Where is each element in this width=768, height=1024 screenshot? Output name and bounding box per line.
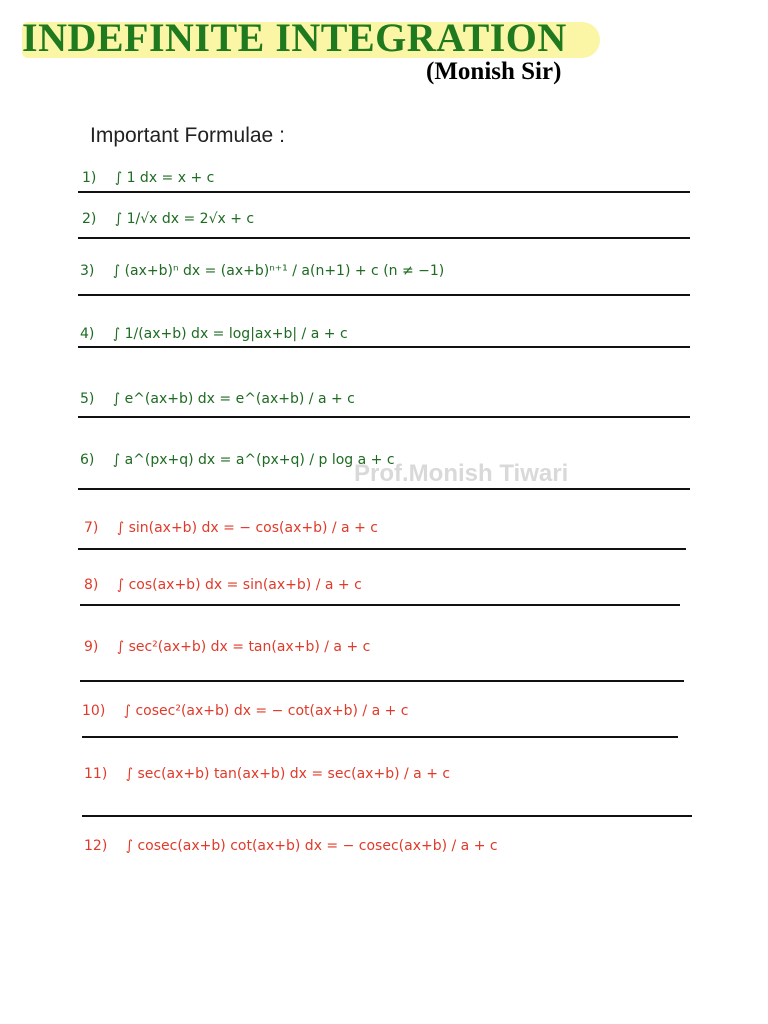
formula-text: ∫ sec(ax+b) tan(ax+b) dx = sec(ax+b) / a + c bbox=[125, 766, 451, 782]
rule-line bbox=[82, 815, 692, 817]
rule-line bbox=[78, 294, 690, 296]
formula-item bbox=[80, 452, 395, 468]
rule-line bbox=[80, 604, 680, 606]
formula-number: 8) bbox=[84, 577, 99, 593]
formula-text: ∫ 1 dx = x + c bbox=[114, 170, 215, 186]
formula-number: 1) bbox=[82, 170, 97, 186]
formula-number: 9) bbox=[84, 639, 99, 655]
formula-number: 12) bbox=[84, 838, 108, 854]
formula-item bbox=[82, 211, 254, 227]
formula-item bbox=[80, 326, 348, 342]
formula-number: 11) bbox=[84, 766, 108, 782]
rule-line bbox=[78, 237, 690, 239]
rule-line bbox=[80, 680, 684, 682]
rule-line bbox=[82, 736, 678, 738]
formula-text: ∫ e^(ax+b) dx = e^(ax+b) / a + c bbox=[112, 391, 355, 407]
title-block bbox=[22, 14, 567, 62]
formula-item bbox=[84, 838, 498, 854]
formula-text: ∫ sec²(ax+b) dx = tan(ax+b) / a + c bbox=[116, 639, 371, 655]
formula-number: 6) bbox=[80, 452, 95, 468]
formula-item bbox=[84, 766, 450, 782]
formula-text: ∫ a^(px+q) dx = a^(px+q) / p log a + c bbox=[112, 452, 395, 468]
formula-text: ∫ 1/√x dx = 2√x + c bbox=[114, 211, 255, 227]
formula-item bbox=[82, 170, 214, 186]
formula-item bbox=[84, 520, 378, 536]
formula-item bbox=[84, 639, 370, 655]
rule-line bbox=[78, 191, 690, 193]
formula-number: 4) bbox=[80, 326, 95, 342]
formula-item bbox=[84, 577, 362, 593]
watermark: Prof.Monish Tiwari bbox=[354, 460, 569, 487]
rule-line bbox=[78, 488, 690, 490]
formula-number: 10) bbox=[82, 703, 106, 719]
rule-line bbox=[78, 416, 690, 418]
formula-number: 3) bbox=[80, 263, 95, 279]
formula-item bbox=[82, 703, 408, 719]
author-subtitle: (Monish Sir) bbox=[426, 58, 562, 85]
section-heading: Important Formulae : bbox=[90, 124, 285, 147]
formula-item bbox=[80, 391, 355, 407]
rule-line bbox=[78, 548, 686, 550]
formula-number: 2) bbox=[82, 211, 97, 227]
formula-number: 7) bbox=[84, 520, 99, 536]
formula-text: ∫ 1/(ax+b) dx = log|ax+b| / a + c bbox=[112, 326, 348, 342]
rule-line bbox=[78, 346, 690, 348]
formula-text: ∫ cosec(ax+b) cot(ax+b) dx = − cosec(ax+b) / a + c bbox=[125, 838, 498, 854]
formula-text: ∫ sin(ax+b) dx = − cos(ax+b) / a + c bbox=[116, 520, 378, 536]
formula-text: ∫ (ax+b)ⁿ dx = (ax+b)ⁿ⁺¹ / a(n+1) + c (n ≠ −1) bbox=[112, 263, 445, 279]
formula-text: ∫ cos(ax+b) dx = sin(ax+b) / a + c bbox=[116, 577, 362, 593]
formula-item bbox=[80, 263, 444, 279]
page-title: INDEFINITE INTEGRATION bbox=[22, 15, 567, 60]
formula-text: ∫ cosec²(ax+b) dx = − cot(ax+b) / a + c bbox=[123, 703, 409, 719]
formula-number: 5) bbox=[80, 391, 95, 407]
